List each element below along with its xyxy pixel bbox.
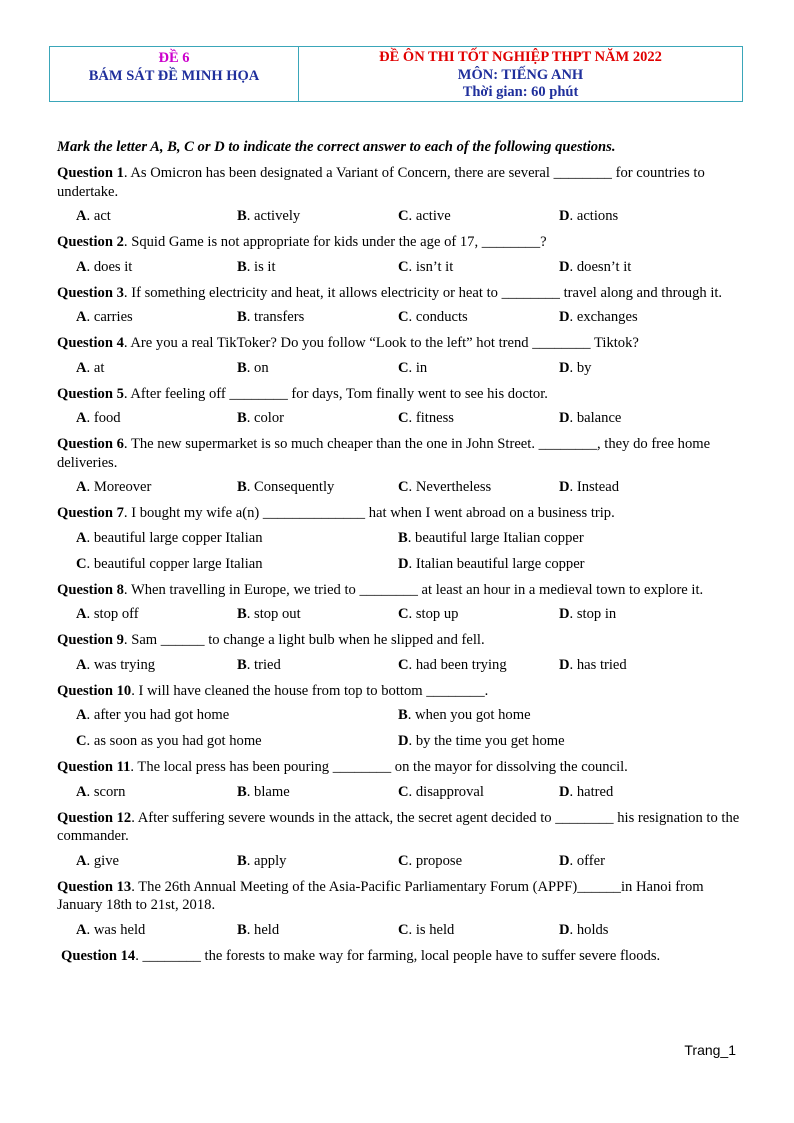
option-letter: D	[398, 555, 409, 572]
option-text: . fitness	[408, 410, 454, 426]
option-letter: C	[398, 410, 409, 426]
answer-option[interactable]	[76, 258, 237, 276]
answer-option[interactable]	[398, 308, 559, 326]
question-text	[57, 631, 743, 650]
answer-option[interactable]	[559, 359, 720, 377]
options-row	[57, 478, 743, 496]
question-text	[57, 581, 743, 600]
option-letter: D	[559, 410, 570, 426]
option-letter: D	[559, 656, 570, 673]
option-text: . has tried	[569, 656, 627, 673]
answer-option[interactable]	[76, 478, 237, 496]
question-text	[57, 758, 743, 777]
option-letter: B	[237, 606, 247, 622]
option-letter: C	[398, 208, 409, 224]
option-text: . stop out	[246, 606, 301, 622]
option-text: . by the time you get home	[408, 733, 565, 749]
exam-number: ĐỀ 6	[158, 50, 190, 66]
answer-option[interactable]	[76, 783, 237, 801]
answer-option[interactable]	[398, 409, 559, 427]
option-letter: D	[559, 258, 570, 275]
options-row	[57, 783, 743, 801]
option-letter: A	[76, 258, 87, 275]
option-letter: A	[76, 309, 87, 325]
question-body: . Squid Game is not appropriate for kids under the age of 17, ________?	[123, 234, 547, 250]
options-row	[57, 921, 743, 939]
option-letter: B	[237, 359, 247, 376]
option-text: . at	[86, 359, 105, 376]
answer-option[interactable]	[237, 852, 398, 870]
option-text: . does it	[86, 258, 133, 275]
option-text: . propose	[408, 852, 463, 869]
option-letter: C	[398, 258, 409, 275]
option-letter: D	[559, 852, 570, 869]
question-body: . After suffering severe wounds in the attack, the secret agent decided to ________ his resignation to the commander.	[57, 809, 740, 844]
answer-option[interactable]	[398, 555, 720, 573]
question-text	[57, 809, 743, 846]
option-letter: C	[398, 479, 409, 495]
option-letter: B	[237, 783, 247, 800]
question-label: Question 2	[57, 234, 124, 250]
exam-title: ĐỀ ÔN THI TỐT NGHIỆP THPT NĂM 2022	[379, 49, 662, 65]
options-row	[57, 308, 743, 326]
option-letter: B	[237, 852, 247, 869]
answer-option[interactable]	[76, 359, 237, 377]
option-text: . Italian beautiful large copper	[408, 555, 585, 572]
answer-option[interactable]	[237, 921, 398, 939]
answer-option[interactable]	[559, 478, 720, 496]
option-letter: C	[76, 733, 87, 749]
question-text	[57, 233, 743, 252]
answer-option[interactable]	[559, 207, 720, 225]
option-text: . disapproval	[408, 783, 484, 800]
answer-option[interactable]	[398, 852, 559, 870]
option-letter: B	[237, 656, 247, 673]
answer-option[interactable]	[237, 258, 398, 276]
answer-option[interactable]	[237, 605, 398, 623]
answer-option[interactable]	[398, 605, 559, 623]
answer-option[interactable]	[76, 921, 237, 939]
question-label: Question 13	[57, 878, 132, 895]
question-body: . After feeling off ________ for days, Tom finally went to see his doctor.	[123, 385, 548, 402]
option-letter: D	[559, 921, 570, 938]
question-text	[57, 284, 743, 303]
option-text: . held	[246, 921, 280, 938]
option-letter: C	[398, 921, 409, 938]
option-text: . was held	[86, 921, 146, 938]
option-letter: A	[76, 410, 87, 426]
option-text: . holds	[569, 921, 609, 938]
option-text: . tried	[246, 656, 281, 673]
option-text: . transfers	[246, 309, 305, 325]
option-text: . act	[86, 208, 111, 224]
option-text: . offer	[569, 852, 605, 869]
question-text	[57, 385, 743, 404]
option-letter: D	[559, 783, 570, 800]
answer-option[interactable]	[76, 555, 398, 573]
options-row	[57, 656, 743, 674]
exam-subject: MÔN: TIẾNG ANH	[457, 66, 584, 83]
instruction: Mark the letter A, B, C or D to indicate the correct answer to each of the following questions.	[57, 139, 616, 155]
option-letter: D	[559, 208, 570, 224]
option-text: . is it	[246, 258, 276, 275]
option-letter: B	[398, 529, 408, 546]
answer-option[interactable]	[76, 656, 237, 674]
options-row	[57, 852, 743, 870]
option-letter: A	[76, 208, 87, 224]
option-letter: C	[76, 555, 87, 572]
option-letter: D	[398, 733, 409, 749]
answer-option[interactable]	[76, 529, 398, 547]
question-text	[57, 878, 743, 915]
option-text: . give	[86, 852, 119, 869]
question-label: Question 10	[57, 682, 132, 699]
question-text	[57, 334, 743, 353]
option-text: . blame	[246, 783, 290, 800]
options-row	[57, 706, 743, 724]
option-text: . Moreover	[86, 479, 152, 495]
option-text: . beautiful copper large Italian	[86, 555, 263, 572]
option-letter: C	[398, 783, 409, 800]
options-row	[57, 605, 743, 623]
answer-option[interactable]	[398, 732, 720, 750]
option-text: . hatred	[569, 783, 614, 800]
option-text: . stop up	[408, 606, 459, 622]
option-letter: C	[398, 359, 409, 376]
option-text: . beautiful large copper Italian	[86, 529, 263, 546]
option-letter: C	[398, 309, 409, 325]
option-letter: D	[559, 309, 570, 325]
option-text: . was trying	[86, 656, 156, 673]
question-label: Question 5	[57, 385, 124, 402]
options-row	[57, 409, 743, 427]
answer-option[interactable]	[237, 783, 398, 801]
option-text: . Instead	[569, 479, 619, 495]
header-left	[50, 47, 299, 101]
answer-option[interactable]	[76, 308, 237, 326]
question-body: . When travelling in Europe, we tried to ________ at least an hour in a medieval town to explore it.	[123, 581, 704, 598]
answer-option[interactable]	[398, 529, 720, 547]
question-body: . The new supermarket is so much cheaper than the one in John Street. ________, they do free home deliveries.	[57, 436, 711, 471]
question-body: . I bought my wife a(n) ______________ hat when I went abroad on a business trip.	[123, 505, 615, 521]
option-letter: A	[76, 921, 87, 938]
answer-option[interactable]	[76, 207, 237, 225]
answer-option[interactable]	[76, 732, 398, 750]
content	[57, 138, 743, 965]
answer-option[interactable]	[559, 605, 720, 623]
options-row	[57, 359, 743, 377]
answer-option[interactable]	[237, 478, 398, 496]
option-letter: B	[237, 309, 247, 325]
question-text	[57, 947, 743, 966]
option-text: . by	[569, 359, 592, 376]
option-letter: B	[398, 707, 408, 723]
option-text: . actions	[569, 208, 619, 224]
question-label: Question 14	[61, 947, 136, 964]
option-letter: A	[76, 783, 87, 800]
answer-option[interactable]	[237, 409, 398, 427]
option-text: . scorn	[86, 783, 126, 800]
answer-option[interactable]	[76, 605, 237, 623]
header-box	[49, 46, 743, 102]
answer-option[interactable]	[559, 921, 720, 939]
answer-option[interactable]	[398, 783, 559, 801]
page-number: Trang_1	[684, 1042, 736, 1058]
option-text: . in	[408, 359, 428, 376]
question-label: Question 4	[57, 335, 124, 351]
options-row	[57, 258, 743, 276]
answer-option[interactable]	[559, 656, 720, 674]
option-letter: A	[76, 606, 87, 622]
question-body: . I will have cleaned the house from top to bottom ________.	[131, 682, 489, 699]
option-text: . apply	[246, 852, 287, 869]
option-text: . Nevertheless	[408, 479, 492, 495]
option-letter: B	[237, 410, 247, 426]
answer-option[interactable]	[398, 359, 559, 377]
option-letter: A	[76, 359, 87, 376]
option-text: . as soon as you had got home	[86, 733, 262, 749]
answer-option[interactable]	[76, 706, 398, 724]
option-text: . active	[408, 208, 451, 224]
option-text: . is held	[408, 921, 455, 938]
option-text: . exchanges	[569, 309, 638, 325]
option-text: . on	[246, 359, 269, 376]
answer-option[interactable]	[237, 308, 398, 326]
answer-option[interactable]	[559, 409, 720, 427]
exam-subtitle: BÁM SÁT ĐỀ MINH HỌA	[88, 68, 260, 84]
answer-option[interactable]	[559, 258, 720, 276]
question-text	[57, 504, 743, 523]
option-letter: A	[76, 656, 87, 673]
question-body: . The local press has been pouring ________ on the mayor for dissolving the council.	[130, 759, 628, 775]
options-row	[57, 529, 743, 547]
option-text: . conducts	[408, 309, 468, 325]
answer-option[interactable]	[398, 656, 559, 674]
options-row	[57, 555, 743, 573]
answer-option[interactable]	[398, 706, 720, 724]
option-text: . doesn’t it	[569, 258, 632, 275]
option-letter: B	[237, 258, 247, 275]
option-text: . Consequently	[246, 479, 335, 495]
answer-option[interactable]	[398, 921, 559, 939]
option-text: . had been trying	[408, 656, 507, 673]
question-body: . Are you a real TikToker? Do you follow “Look to the left” hot trend ________ Tiktok?	[123, 335, 639, 351]
answer-option[interactable]	[237, 359, 398, 377]
option-letter: C	[398, 852, 409, 869]
answer-option[interactable]	[76, 409, 237, 427]
option-text: . food	[86, 410, 121, 426]
options-row	[57, 732, 743, 750]
question-label: Question 12	[57, 809, 132, 826]
question-text	[57, 164, 743, 201]
option-text: . stop in	[569, 606, 617, 622]
question-body: . Sam ______ to change a light bulb when he slipped and fell.	[123, 632, 485, 648]
option-letter: D	[559, 606, 570, 622]
question-label: Question 8	[57, 581, 124, 598]
option-text: . beautiful large Italian copper	[407, 529, 584, 546]
question-list	[57, 164, 743, 965]
question-label: Question 1	[57, 165, 124, 181]
answer-option[interactable]	[559, 852, 720, 870]
exam-duration: Thời gian: 60 phút	[462, 84, 579, 100]
answer-option[interactable]	[237, 656, 398, 674]
question-label: Question 7	[57, 505, 124, 521]
option-letter: A	[76, 479, 87, 495]
option-letter: C	[398, 606, 409, 622]
question-text	[57, 435, 743, 472]
option-letter: B	[237, 921, 247, 938]
question-body: . ________ the forests to make way for farming, local people have to suffer severe floods.	[135, 947, 661, 964]
option-text: . color	[246, 410, 285, 426]
header-right	[299, 47, 742, 101]
question-body: . As Omicron has been designated a Variant of Concern, there are several ________ for countries to undertake.	[57, 165, 705, 200]
answer-option[interactable]	[398, 478, 559, 496]
option-letter: A	[76, 852, 87, 869]
option-text: . balance	[569, 410, 622, 426]
option-text: . stop off	[86, 606, 139, 622]
answer-option[interactable]	[76, 852, 237, 870]
question-body: . The 26th Annual Meeting of the Asia-Pacific Parliamentary Forum (APPF)______in Hanoi from January 18th to 21st, 2018.	[57, 878, 704, 913]
option-letter: D	[559, 359, 570, 376]
option-letter: A	[76, 529, 87, 546]
option-text: . isn’t it	[408, 258, 454, 275]
question-label: Question 9	[57, 632, 124, 648]
option-letter: B	[237, 208, 247, 224]
option-letter: A	[76, 707, 87, 723]
option-text: . after you had got home	[86, 707, 230, 723]
options-row	[57, 207, 743, 225]
question-body: . If something electricity and heat, it allows electricity or heat to ________ travel along and through it.	[123, 284, 723, 301]
answer-option[interactable]	[559, 783, 720, 801]
option-letter: C	[398, 656, 409, 673]
answer-option[interactable]	[559, 308, 720, 326]
question-label: Question 6	[57, 436, 124, 452]
question-text	[57, 682, 743, 701]
option-letter: D	[559, 479, 570, 495]
question-label: Question 3	[57, 284, 124, 301]
option-text: . actively	[246, 208, 301, 224]
question-label: Question 11	[57, 759, 131, 775]
option-letter: B	[237, 479, 247, 495]
option-text: . when you got home	[407, 707, 531, 723]
answer-option[interactable]	[398, 207, 559, 225]
option-text: . carries	[86, 309, 133, 325]
answer-option[interactable]	[398, 258, 559, 276]
answer-option[interactable]	[237, 207, 398, 225]
